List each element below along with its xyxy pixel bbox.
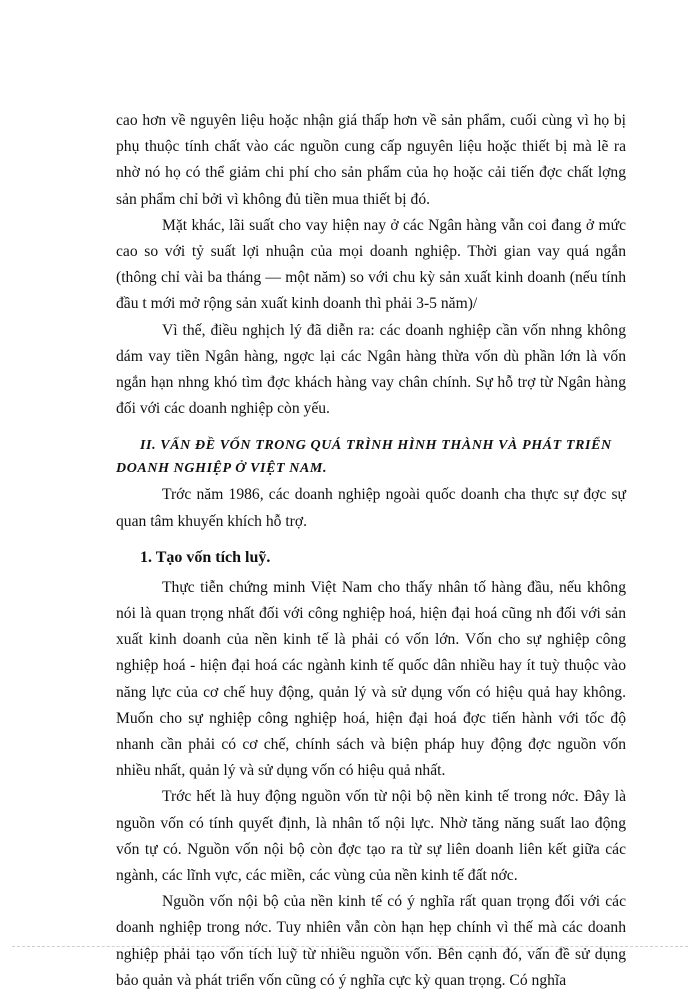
paragraph-continuation: cao hơn về nguyên liệu hoặc nhận giá thấp hơn về sản phẩm, cuối cùng vì họ bị phụ thuộc tính chất vào các nguồn cung cấp nguyên liệu hoặc thiết bị mà lẽ ra nhờ nó họ có thể giảm chi phí cho sản phẩm của họ hoặc cải tiến đợc chất lợng sản phẩm chỉ bởi vì không đủ tiền mua thiết bị đó.: [116, 112, 626, 208]
section-heading-ii-continued: DOANH NGHIỆP Ở VIỆT NAM.: [116, 461, 328, 477]
paragraph-interest-rates: Mặt khác, lãi suất cho vay hiện nay ở các Ngân hàng vẫn coi đang ở mức cao so với tỷ suất lợi nhuận của mọi doanh nghiệp. Thời gian vay quá ngắn (thông chỉ vài ba tháng — một năm) so với chu kỳ sản xuất kinh doanh (nếu tính đầu t mới mở rộng sản xuất kinh doanh thì phải 3-5 năm)/: [116, 216, 626, 313]
paragraph-paradox: Vì thế, điều nghịch lý đã diễn ra: các doanh nghiệp cần vốn nhng không dám vay tiền Ngân hàng, ngợc lại các Ngân hàng thừa vốn dù phần lớn là vốn ngắn hạn nhng khó tìm đợc khách hàng vay chân chính. Sự hỗ trợ từ Ngân hàng đối với các doanh nghiệp còn yếu.: [116, 321, 626, 418]
paragraph-vietnam-practice: Thực tiễn chứng minh Việt Nam cho thấy nhân tố hàng đầu, nếu không nói là quan trọng nhất đối với công nghiệp hoá, hiện đại hoá cũng nh đối với sản xuất kinh doanh của nền kinh tế là phải có vốn lớn. Vốn cho sự nghiệp công nghiệp hoá - hiện đại hoá các ngành kinh tế quốc dân nhiều hay ít tuỳ thuộc vào năng lực của cơ chế huy động, quản lý và sử dụng vốn có hiệu quả hay không. Muốn cho sự nghiệp công nghiệp hoá, hiện đại hoá đợc tiến hành với tốc độ nhanh cần phải có cơ chế, chính sách và biện pháp huy động đợc nguồn vốn nhiều nhất, quản lý và sử dụng vốn có hiệu quả nhất.: [116, 578, 626, 780]
section-heading-ii: II. VẤN ĐỀ VỐN TRONG QUÁ TRÌNH HÌNH THÀNH VÀ PHÁT TRIỂN: [140, 438, 612, 454]
paragraph-internal-capital-importance: Nguồn vốn nội bộ của nền kinh tế có ý nghĩa rất quan trọng đối với các doanh nghiệp trong nớc. Tuy nhiên vẫn còn hạn hẹp chính vì thế mà các doanh nghiệp phải tạo vốn tích luỹ từ nhiều nguồn vốn. Bên cạnh đó, vấn đề sử dụng bảo quản và phát triển vốn cũng có ý nghĩa cực kỳ quan trọng. Có nghĩa: [116, 893, 626, 989]
paragraph-internal-capital: Trớc hết là huy động nguồn vốn từ nội bộ nền kinh tế trong nớc. Đây là nguồn vốn có tính quyết định, là nhân tố nội lực. Nhờ tăng năng suất lao động vốn tự có. Nguồn vốn nội bộ còn đợc tạo ra từ sự liên doanh liên kết giữa các ngành, các lĩnh vực, các miền, các vùng của nền kinh tế đất nớc.: [116, 788, 626, 885]
paragraph-before-1986: Trớc năm 1986, các doanh nghiệp ngoài quốc doanh cha thực sự đợc sự quan tâm khuyến khích hỗ trợ.: [116, 486, 626, 530]
subsection-heading-1: 1. Tạo vốn tích luỹ.: [140, 548, 271, 566]
page-bottom-divider: [12, 946, 688, 947]
